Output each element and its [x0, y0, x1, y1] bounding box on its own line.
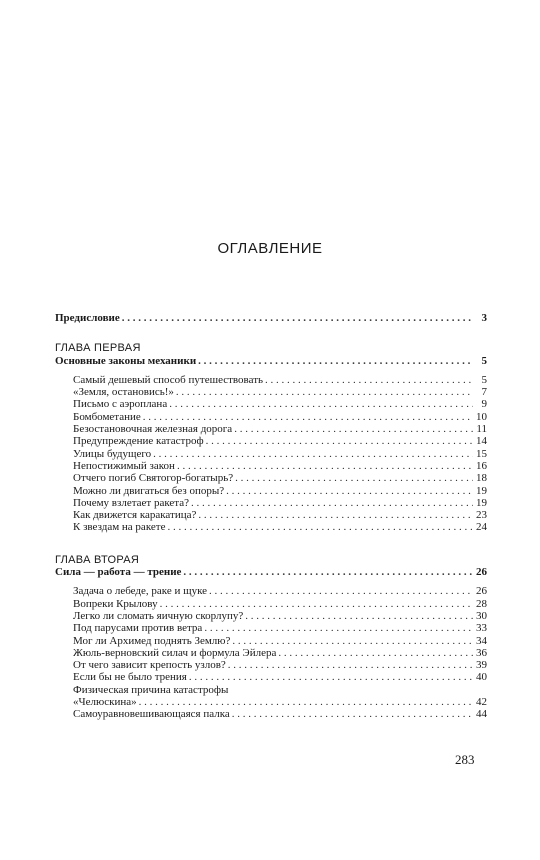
toc-entry-page: 40 — [476, 671, 487, 684]
toc-entry[interactable] — [55, 598, 487, 610]
toc-entry-title: Сила — работа — трение — [55, 566, 182, 579]
toc-entry-page: 34 — [476, 634, 487, 647]
toc-entry[interactable] — [55, 497, 487, 509]
toc-entry-page: 19 — [476, 484, 487, 497]
toc-leader-dots — [191, 497, 473, 509]
toc-entry[interactable] — [55, 671, 487, 683]
chapter-heading: ГЛАВА ВТОРАЯ — [55, 553, 140, 566]
toc-entry-page: 16 — [476, 459, 487, 472]
toc-leader-dots — [153, 448, 473, 460]
toc-leader-dots — [198, 509, 473, 521]
toc-entry-title: Самый дешевый способ путешествовать — [73, 373, 264, 386]
toc-leader-dots — [265, 374, 473, 386]
toc-entry-title: Непостижимый закон — [73, 459, 175, 472]
toc-entry-page: 28 — [476, 597, 487, 610]
toc-entry-title: К звездам на ракете — [73, 521, 166, 534]
toc-entry[interactable] — [55, 509, 487, 521]
toc-entry[interactable] — [55, 460, 487, 472]
toc-leader-dots — [160, 598, 473, 610]
toc-entry-title: Мог ли Архимед поднять Землю? — [73, 634, 231, 647]
toc-entry-page: 10 — [476, 410, 487, 423]
toc-leader-dots — [245, 610, 473, 622]
toc-entry-title: Можно ли двигаться без опоры? — [73, 484, 225, 497]
toc-leader-dots — [232, 708, 473, 720]
toc-entry-page: 7 — [481, 386, 487, 399]
toc-entry[interactable] — [55, 696, 487, 708]
toc-entry-title: Как движется каракатица? — [73, 509, 197, 522]
toc-entry-title: Отчего погиб Святогор-богатырь? — [73, 472, 234, 485]
toc-entry[interactable] — [55, 398, 487, 410]
toc-entry-title: Предупреждение катастроф — [73, 435, 204, 448]
toc-leader-dots — [183, 566, 473, 578]
toc-entry-page: 9 — [481, 398, 487, 411]
toc-entry-page: 44 — [476, 708, 487, 721]
toc-leader-dots — [278, 647, 473, 659]
table-of-contents — [55, 312, 487, 721]
toc-chapter-title[interactable] — [55, 566, 487, 578]
toc-entry-page: 5 — [481, 373, 487, 386]
toc-leader-dots — [122, 312, 473, 324]
toc-entry-title: Под парусами против ветра — [73, 622, 203, 635]
toc-entry-title: Бомбометание — [73, 410, 141, 423]
toc-entry[interactable] — [55, 423, 487, 435]
toc-entry[interactable] — [55, 448, 487, 460]
toc-entry-page: 19 — [476, 496, 487, 509]
toc-entry[interactable] — [55, 386, 487, 398]
toc-entry-page: 3 — [481, 312, 487, 324]
toc-entry-page: 26 — [476, 585, 487, 598]
toc-entry[interactable] — [55, 708, 487, 720]
toc-leader-dots — [235, 472, 473, 484]
toc-entry-title: Письмо с аэроплана — [73, 398, 168, 411]
toc-leader-dots — [177, 460, 473, 472]
toc-entry-page: 26 — [476, 566, 487, 579]
toc-leader-dots — [228, 659, 473, 671]
chapter-heading: ГЛАВА ПЕРВАЯ — [55, 342, 141, 355]
toc-entry-title: От чего зависит крепость узлов? — [73, 659, 226, 672]
toc-entry[interactable] — [55, 472, 487, 484]
toc-leader-dots — [176, 386, 473, 398]
toc-leader-dots — [198, 355, 473, 367]
toc-leader-dots — [232, 635, 473, 647]
toc-entry-title: «Челюскина» — [73, 696, 137, 709]
toc-entry-title: Безостановочная железная дорога — [73, 423, 233, 436]
toc-entry[interactable] — [55, 521, 487, 533]
toc-leader-dots — [204, 622, 473, 634]
toc-entry-page: 30 — [476, 609, 487, 622]
toc-entry-title: «Земля, остановись!» — [73, 386, 174, 399]
toc-entry-page: 36 — [476, 646, 487, 659]
toc-entry[interactable] — [55, 610, 487, 622]
toc-leader-dots — [143, 411, 473, 423]
toc-leader-dots — [234, 423, 473, 435]
toc-leader-dots — [169, 398, 473, 410]
toc-entry-page: 33 — [476, 622, 487, 635]
toc-entry-preface[interactable] — [55, 312, 487, 324]
toc-leader-dots — [167, 521, 473, 533]
toc-entry-page: 39 — [476, 659, 487, 672]
toc-leader-dots — [189, 671, 473, 683]
toc-entry-page: 11 — [476, 423, 487, 436]
toc-entry-page: 24 — [476, 521, 487, 534]
toc-entry[interactable] — [55, 374, 487, 386]
toc-entry[interactable] — [55, 485, 487, 497]
toc-entry-title: Вопреки Крылову — [73, 597, 158, 610]
toc-entry[interactable] — [55, 622, 487, 634]
toc-entry[interactable] — [55, 647, 487, 659]
toc-entry[interactable] — [55, 585, 487, 597]
toc-entry-title-line1[interactable]: Физическая причина катастрофы — [73, 683, 229, 696]
toc-entry[interactable] — [55, 635, 487, 647]
toc-entry-page: 18 — [476, 472, 487, 485]
toc-entry-title: Улицы будущего — [73, 447, 152, 460]
page-title: ОГЛАВЛЕНИЕ — [217, 240, 323, 257]
toc-leader-dots — [206, 435, 473, 447]
toc-entry-title: Самоуравновешивающаяся палка — [73, 708, 230, 721]
toc-entry-title: Предисловие — [55, 312, 120, 324]
page-number: 283 — [455, 752, 475, 767]
toc-entry-title: Почему взлетает ракета? — [73, 496, 189, 509]
toc-entry-title: Задача о лебеде, раке и щуке — [73, 585, 208, 598]
toc-entry-page: 5 — [481, 354, 487, 367]
toc-leader-dots — [139, 696, 473, 708]
toc-entry-title: Если бы не было трения — [73, 671, 187, 684]
toc-entry-title: Легко ли сломать яичную скорлупу? — [73, 609, 244, 622]
toc-entry[interactable] — [55, 411, 487, 423]
toc-entry-page: 23 — [476, 509, 487, 522]
toc-leader-dots — [209, 585, 473, 597]
toc-entry-page: 14 — [476, 435, 487, 448]
toc-leader-dots — [226, 485, 473, 497]
toc-chapter-title[interactable] — [55, 355, 487, 367]
toc-entry[interactable] — [55, 435, 487, 447]
toc-entry-page: 42 — [476, 696, 487, 709]
toc-entry[interactable] — [55, 659, 487, 671]
toc-entry-title: Основные законы механики — [55, 354, 197, 367]
toc-entry-title: Жюль-верновский силач и формула Эйлера — [73, 646, 277, 659]
toc-entry-page: 15 — [476, 447, 487, 460]
